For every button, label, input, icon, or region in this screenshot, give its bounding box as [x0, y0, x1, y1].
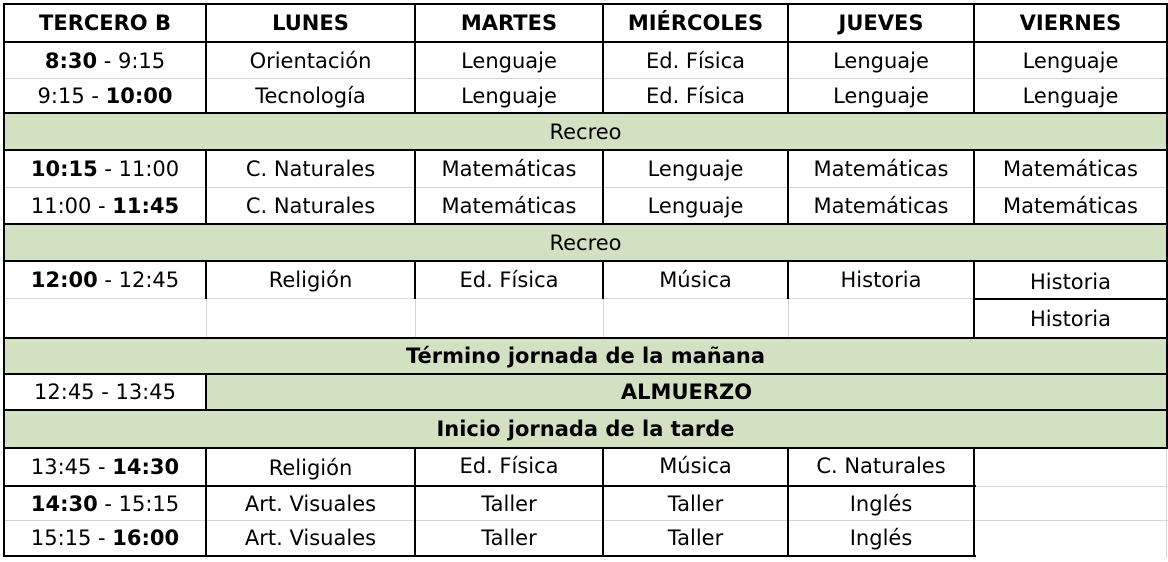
schedule-cell: Art. Visuales	[244, 526, 377, 550]
time-end: - 12:45	[97, 268, 180, 292]
time-start: 15:15 -	[30, 526, 113, 550]
grid-line	[415, 298, 416, 338]
time-end: 16:00	[112, 526, 180, 550]
almuerzo-time-cell: 12:45 - 13:45	[34, 380, 176, 404]
schedule-cell: Historia	[1030, 306, 1111, 331]
schedule-cell: Lenguaje	[461, 83, 557, 108]
recreo-label: Recreo	[549, 230, 622, 255]
schedule-cell: Ed. Física	[645, 83, 746, 108]
border	[4, 555, 976, 557]
schedule-cell: Taller	[481, 491, 537, 516]
time-start: 12:00	[30, 268, 98, 292]
time-cell	[5, 449, 205, 485]
schedule-cell: Lenguaje	[833, 48, 929, 73]
schedule-cell: Tecnología	[255, 83, 366, 108]
time-cell	[5, 43, 205, 78]
header-cell-class: TERCERO B	[39, 10, 171, 35]
schedule-cell: Lenguaje	[1022, 48, 1119, 73]
schedule-cell: Matemáticas	[813, 193, 949, 218]
time-start: 13:45 -	[30, 455, 113, 479]
almuerzo-label: ALMUERZO	[620, 380, 753, 404]
grid-line	[1166, 448, 1167, 558]
schedule-cell: Lenguaje	[833, 83, 929, 108]
grid-line	[974, 520, 1168, 521]
schedule-cell: Matemáticas	[441, 193, 577, 218]
header-cell-jueves: JUEVES	[838, 10, 924, 35]
grid-line	[4, 298, 974, 299]
time-start: 10:15	[30, 157, 98, 181]
time-cell	[5, 262, 205, 298]
inicio-label: Inicio jornada de la tarde	[436, 417, 735, 441]
schedule-cell: Música	[659, 454, 732, 478]
time-end: 10:00	[105, 83, 173, 108]
time-cell	[5, 188, 205, 223]
schedule-cell: Art. Visuales	[244, 491, 377, 516]
schedule-cell: Matemáticas	[1003, 157, 1138, 181]
schedule-cell: Taller	[667, 526, 724, 550]
schedule-cell: Ed. Física	[645, 48, 746, 73]
schedule-cell: Ed. Física	[459, 454, 559, 478]
header-cell-viernes: VIERNES	[1019, 10, 1122, 35]
schedule-cell: Orientación	[249, 48, 372, 73]
grid-line	[206, 298, 207, 338]
schedule-cell: C. Naturales	[816, 454, 946, 478]
schedule-cell: Inglés	[849, 526, 913, 550]
schedule-cell: Taller	[667, 491, 724, 516]
time-cell	[5, 487, 205, 520]
schedule-cell: C. Naturales	[245, 157, 376, 181]
schedule-cell: C. Naturales	[245, 193, 376, 218]
header-cell-miercoles: MIÉRCOLES	[627, 10, 764, 35]
time-cell	[5, 151, 205, 187]
time-start: 14:30	[30, 491, 98, 516]
header-cell-lunes: LUNES	[272, 10, 349, 35]
schedule-cell: Lenguaje	[647, 157, 744, 181]
grid-line	[603, 298, 604, 338]
schedule-cell: Inglés	[849, 491, 913, 516]
schedule-cell: Música	[659, 268, 732, 292]
border	[973, 447, 975, 557]
schedule-cell: Lenguaje	[1022, 83, 1119, 108]
schedule-cell: Taller	[481, 526, 537, 550]
schedule-cell: Lenguaje	[647, 193, 744, 218]
header-cell-martes: MARTES	[460, 10, 558, 35]
schedule-cell: Religión	[268, 268, 353, 292]
grid-line	[974, 486, 1168, 487]
schedule-cell: Ed. Física	[459, 268, 559, 292]
time-end: - 15:15	[97, 491, 180, 516]
time-end: - 11:00	[97, 157, 180, 181]
time-end: - 9:15	[97, 48, 166, 73]
schedule-cell: Historia	[1030, 270, 1111, 294]
time-cell	[5, 79, 205, 112]
time-start: 9:15 -	[37, 83, 106, 108]
time-end: 11:45	[112, 193, 180, 218]
schedule-cell: Matemáticas	[1003, 193, 1138, 218]
schedule-cell: Historia	[840, 268, 922, 292]
time-start: 11:00 -	[30, 193, 113, 218]
time-cell	[5, 521, 205, 555]
grid-line	[788, 298, 789, 338]
recreo-label: Recreo	[549, 119, 622, 144]
schedule-cell: Religión	[268, 456, 353, 480]
schedule-cell: Matemáticas	[441, 157, 577, 181]
time-start: 8:30	[44, 48, 98, 73]
schedule-cell: Matemáticas	[813, 157, 949, 181]
schedule-cell: Lenguaje	[461, 48, 557, 73]
termino-label: Término jornada de la mañana	[405, 344, 766, 368]
time-end: 14:30	[112, 455, 180, 479]
